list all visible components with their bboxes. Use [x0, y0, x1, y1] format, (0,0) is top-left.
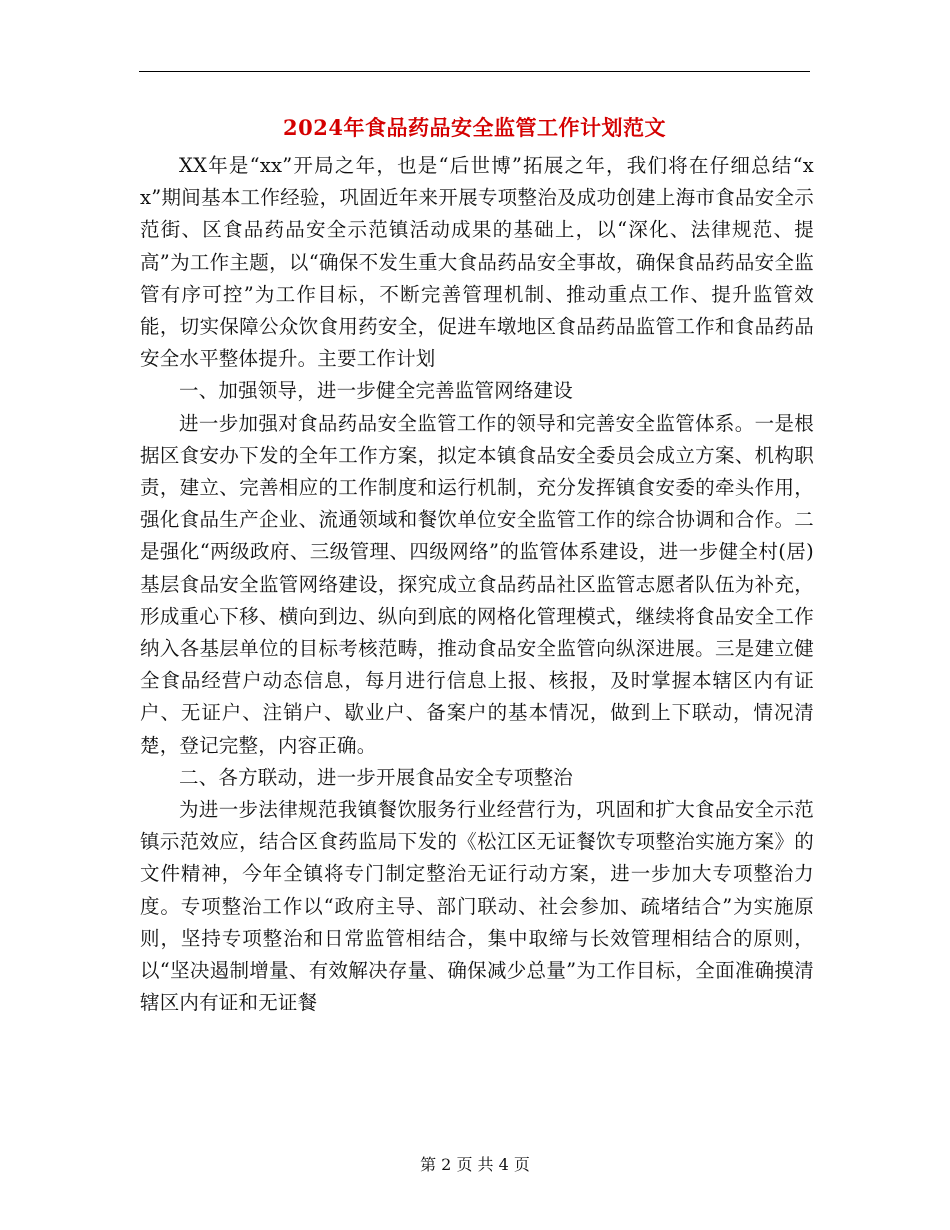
- page-number: 第 2 页 共 4 页: [420, 1155, 530, 1174]
- header-rule: [139, 71, 810, 72]
- section-heading-1: 一、加强领导，进一步健全完善监管网络建设: [179, 379, 574, 403]
- paragraph-intro: XX年是“xx”开局之年，也是“后世博”拓展之年，我们将在仔细总结“xx”期间基本工作经验，巩固近年来开展专项整治及成功创建上海市食品安全示范街、区食品药品安全示范镇活动成果的基础上，以“深化、法律规范、提高”为工作主题，以“确保不发生重大食品药品安全事故，确保食品药品安全监管有序可控”为工作目标，不断完善管理机制、推动重点工作、提升监管效能，切实保障公众饮食用药安全，促进车墩地区食品药品监管工作和食品药品安全水平整体提升。主要工作计划: [140, 154, 814, 371]
- document-body: [140, 150, 814, 1019]
- document-title: 2024年食品药品安全监管工作计划范文: [283, 115, 666, 140]
- paragraph-section-1: 进一步加强对食品药品安全监管工作的领导和完善安全监管体系。一是根据区食安办下发的全年工作方案，拟定本镇食品安全委员会成立方案、机构职责，建立、完善相应的工作制度和运行机制，充分发挥镇食安委的牵头作用，强化食品生产企业、流通领域和餐饮单位安全监管工作的综合协调和合作。二是强化“两级政府、三级管理、四级网络”的监管体系建设，进一步健全村(居)基层食品安全监管网络建设，探究成立食品药品社区监管志愿者队伍为补充，形成重心下移、横向到边、纵向到底的网格化管理模式，继续将食品安全工作纳入各基层单位的目标考核范畴，推动食品安全监管向纵深进展。三是建立健全食品经营户动态信息，每月进行信息上报、核报，及时掌握本辖区内有证户、无证户、注销户、歇业户、备案户的基本情况，做到上下联动，情况清楚，登记完整，内容正确。: [140, 411, 814, 757]
- section-heading-2: 二、各方联动，进一步开展食品安全专项整治: [179, 765, 574, 789]
- paragraph-section-2: 为进一步法律规范我镇餐饮服务行业经营行为，巩固和扩大食品安全示范镇示范效应，结合区食药监局下发的《松江区无证餐饮专项整治实施方案》的文件精神，今年全镇将专门制定整治无证行动方案，进一步加大专项整治力度。专项整治工作以“政府主导、部门联动、社会参加、疏堵结合”为实施原则，坚持专项整治和日常监管相结合，集中取缔与长效管理相结合的原则，以“坚决遏制增量、有效解决存量、确保减少总量”为工作目标，全面准确摸清辖区内有证和无证餐: [140, 798, 814, 1015]
